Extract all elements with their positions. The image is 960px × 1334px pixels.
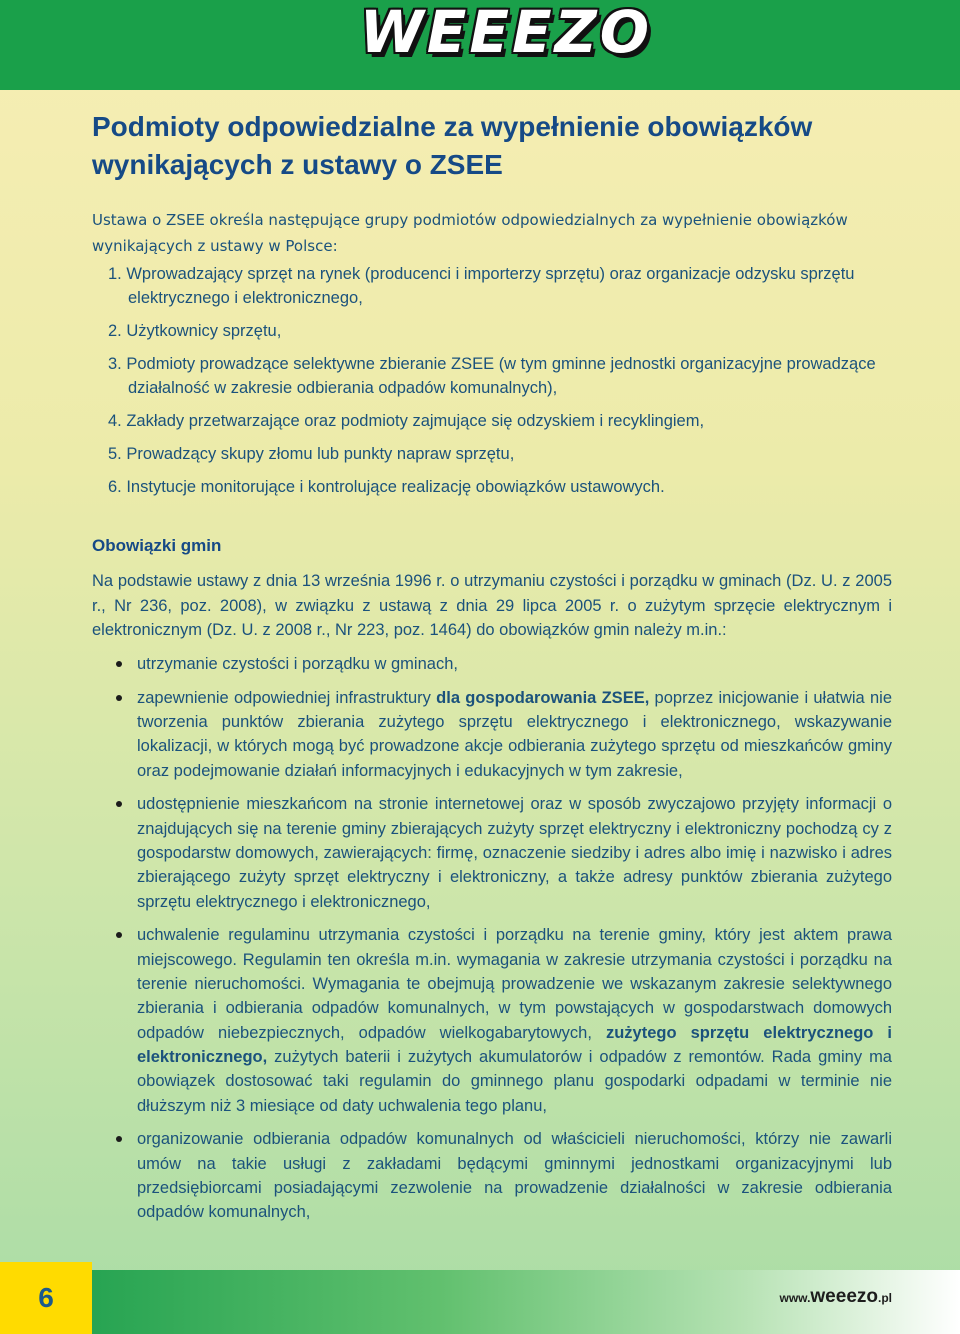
bullet-icon	[116, 695, 122, 701]
bullet-text: organizowanie odbierania odpadów komunalnych od właścicieli nieruchomości, którzy nie zawarli umów na takie usługi z zakładami będącymi gminnymi jednostkami organizacyjnymi lub przedsiębiorcami posiadającymi zezwolenie na prowadzenie działalności w zakresie odbierania odpadów komunalnych,	[137, 1130, 892, 1222]
bullet-icon	[116, 801, 122, 807]
bullet-text: utrzymanie czystości i porządku w gminach,	[137, 655, 458, 673]
bold-text: dla gospodarowania ZSEE,	[436, 688, 650, 707]
bullet-text: zużytych baterii i zużytych akumulatorów i odpadów z remontów. Rada gminy ma obowiązek dostosować taki regulamin do gminnego planu gospodarki odpadami w terminie nie dłuższym niż 3 miesiące od daty uchwalenia tego planu,	[137, 1047, 892, 1115]
bullet-item	[92, 1127, 892, 1224]
bullet-icon	[116, 661, 122, 667]
title-line-2: wynikających z ustawy o ZSEE	[92, 149, 503, 180]
list-item: 3. Podmioty prowadzące selektywne zbieranie ZSEE (w tym gminne jednostki organizacyjne prowadzące działalność w zakresie odbierania odpadów komunalnych),	[108, 355, 876, 397]
title-line-1: Podmioty odpowiedzialne za wypełnienie obowiązków	[92, 111, 813, 142]
bullet-item	[92, 923, 892, 1117]
list-item: 6. Instytucje monitorujące i kontrolujące realizację obowiązków ustawowych.	[108, 478, 665, 496]
bullet-item	[92, 652, 892, 676]
list-item: 4. Zakłady przetwarzające oraz podmioty zajmujące się odzyskiem i recyklingiem,	[108, 412, 705, 430]
url-tld: .pl	[878, 1291, 892, 1305]
weeezo-logo: WEEEZO	[359, 0, 652, 66]
bullet-text: zapewnienie odpowiedniej infrastruktury	[137, 688, 437, 707]
intro-paragraph: Ustawa o ZSEE określa następujące grupy podmiotów odpowiedzialnych za wypełnienie obowiązków wynikających z ustawy w Polsce:	[92, 211, 848, 255]
bullet-text: udostępnienie mieszkańcom na stronie internetowej oraz w sposób zwyczajowo przyjęty informacji o znajdujących się na terenie gminy zbierających zużyty sprzęt elektryczny i elektroniczny pochodzą cy z gospodarstw domowych, zawierających: firmę, oznaczenie siedziby i adres albo imię i nazwisko i adres zbierającego zużyty sprzęt elektryczny i elektroniczny, a także adresy punktów zbierania zużytego sprzętu elektrycznego i elektronicznego,	[137, 795, 892, 911]
section-heading: Obowiązki gmin	[92, 536, 222, 555]
bullet-icon	[116, 932, 122, 938]
bullet-item	[92, 792, 892, 913]
url-prefix: www.	[779, 1291, 811, 1305]
bold-text: zużytego sprzętu elektrycznego i elektronicznego,	[137, 1023, 892, 1066]
title-block	[92, 108, 892, 184]
list-item: 5. Prowadzący skupy złomu lub punkty napraw sprzętu,	[108, 445, 515, 463]
list-item: 2. Użytkownicy sprzętu,	[108, 322, 282, 340]
list-item: 1. Wprowadzający sprzęt na rynek (producenci i importerzy sprzętu) oraz organizacje odzysku sprzętu elektrycznego i elektronicznego,	[108, 265, 855, 307]
url-name: weeezo	[810, 1286, 878, 1307]
header-bar	[0, 0, 960, 90]
duties-list	[92, 652, 892, 1234]
page-title	[92, 108, 892, 184]
bullet-item	[92, 686, 892, 783]
bullet-text: uchwalenie regulaminu utrzymania czystości i porządku na terenie gminy, który jest aktem prawa miejscowego. Regulamin ten określa m.in. wymagania w zakresie utrzymania czystości i porządku na terenie nieruchomości. Wymagania te obejmują prowadzenie we wskazanym zakresie selektywnego zbierania i odbierania odpadów komunalnych, w tym powstających w gospodarstwach domowych odpadów niebezpiecznych, odpadów wielkogabarytowych,	[137, 926, 892, 1042]
bullet-text: poprzez inicjowanie i ułatwia nie tworzenia punktów zbierania zużytego sprzętu elektrycznego i elektronicznego, wskazywanie lokalizacji, w których mogą być prowadzone akcje odbierania zużytego sprzętu od mieszkańców gminy oraz podejmowanie działań informacyjnych i edukacyjnych w tym zakresie,	[137, 688, 892, 780]
legal-basis-paragraph: Na podstawie ustawy z dnia 13 września 1996 r. o utrzymaniu czystości i porządku w gminach (Dz. U. z 2005 r., Nr 236, poz. 2008), w związku z ustawą z dnia 29 lipca 2005 r. o zużytym sprzęcie elektrycznym i elektronicznym (Dz. U. z 2008 r., Nr 223, poz. 1464) do obowiązków gmin należy m.in.:	[92, 572, 892, 639]
responsible-groups-list	[108, 262, 892, 508]
page-number: 6	[38, 1282, 54, 1313]
bullet-icon	[116, 1136, 122, 1142]
website-url[interactable]	[780, 1286, 892, 1308]
